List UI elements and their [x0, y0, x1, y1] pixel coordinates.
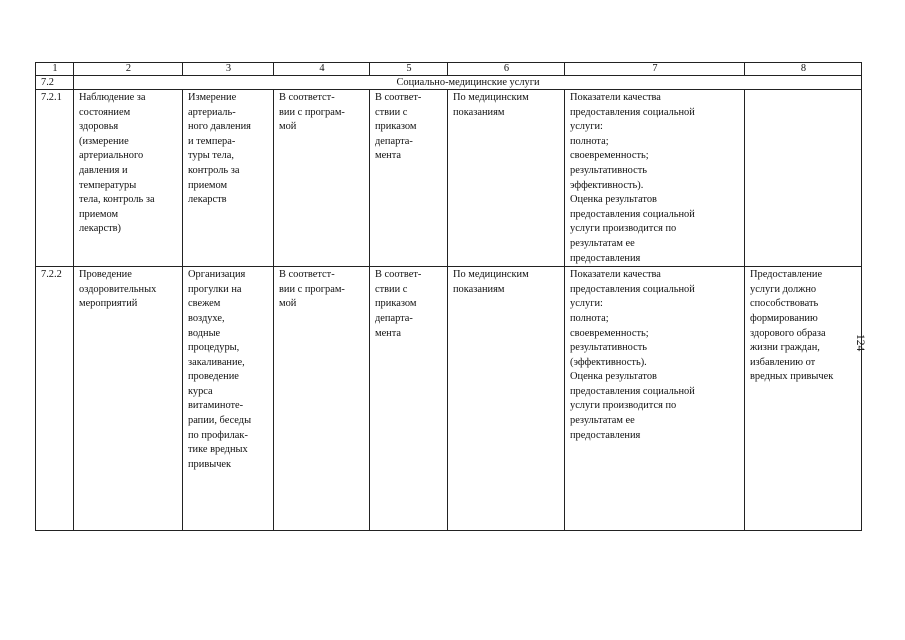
service-content-cell: Организация прогулки на свежем воздухе, водные процедуры, закаливание, проведение курса витаминоте- рапии, беседы по профилак- тике вредных привычек — [183, 267, 274, 531]
conditions-cell: По медицинским показаниям — [448, 267, 565, 531]
section-row — [36, 76, 862, 90]
service-name-cell: Наблюдение за состоянием здоровья (измерение артериального давления и температуры тела, контроль за приемом лекарств) — [74, 90, 183, 267]
notes-cell — [745, 90, 862, 267]
deadline-cell: В соответ- ствии с приказом департа- мента — [370, 267, 448, 531]
column-number: 3 — [183, 63, 274, 76]
conditions-cell: По медицинским показаниям — [448, 90, 565, 267]
section-number: 7.2 — [36, 76, 74, 90]
column-number: 7 — [565, 63, 745, 76]
row-number: 7.2.2 — [36, 267, 74, 531]
volume-cell: В соответст- вии с програм- мой — [274, 90, 370, 267]
section-title: Социально-медицинские услуги — [74, 76, 862, 90]
column-number: 5 — [370, 63, 448, 76]
table-row — [36, 90, 862, 267]
services-table — [35, 62, 862, 531]
notes-cell: Предоставление услуги должно способствовать формированию здорового образа жизни граждан, избавлению от вредных привычек — [745, 267, 862, 531]
service-content-cell: Измерение артериаль- ного давления и темпера- туры тела, контроль за приемом лекарств — [183, 90, 274, 267]
column-number: 2 — [74, 63, 183, 76]
volume-cell: В соответст- вии с програм- мой — [274, 267, 370, 531]
column-number: 4 — [274, 63, 370, 76]
column-number: 6 — [448, 63, 565, 76]
column-number-row — [36, 63, 862, 76]
column-number: 8 — [745, 63, 862, 76]
deadline-cell: В соответ- ствии с приказом департа- мента — [370, 90, 448, 267]
service-name-cell: Проведение оздоровительных мероприятий — [74, 267, 183, 531]
column-number: 1 — [36, 63, 74, 76]
table-row — [36, 267, 862, 531]
quality-indicators-cell: Показатели качества предоставления социальной услуги: полнота; своевременность; результативность эффективность). Оценка результатов предоставления социальной услуги производится по результатам ее предоставления — [565, 90, 745, 267]
quality-indicators-cell: Показатели качества предоставления социальной услуги: полнота; своевременность; результативность (эффективность). Оценка результатов предоставления социальной услуги производится по результатам ее предоставления — [565, 267, 745, 531]
page-number: 124 — [854, 334, 866, 352]
row-number: 7.2.1 — [36, 90, 74, 267]
